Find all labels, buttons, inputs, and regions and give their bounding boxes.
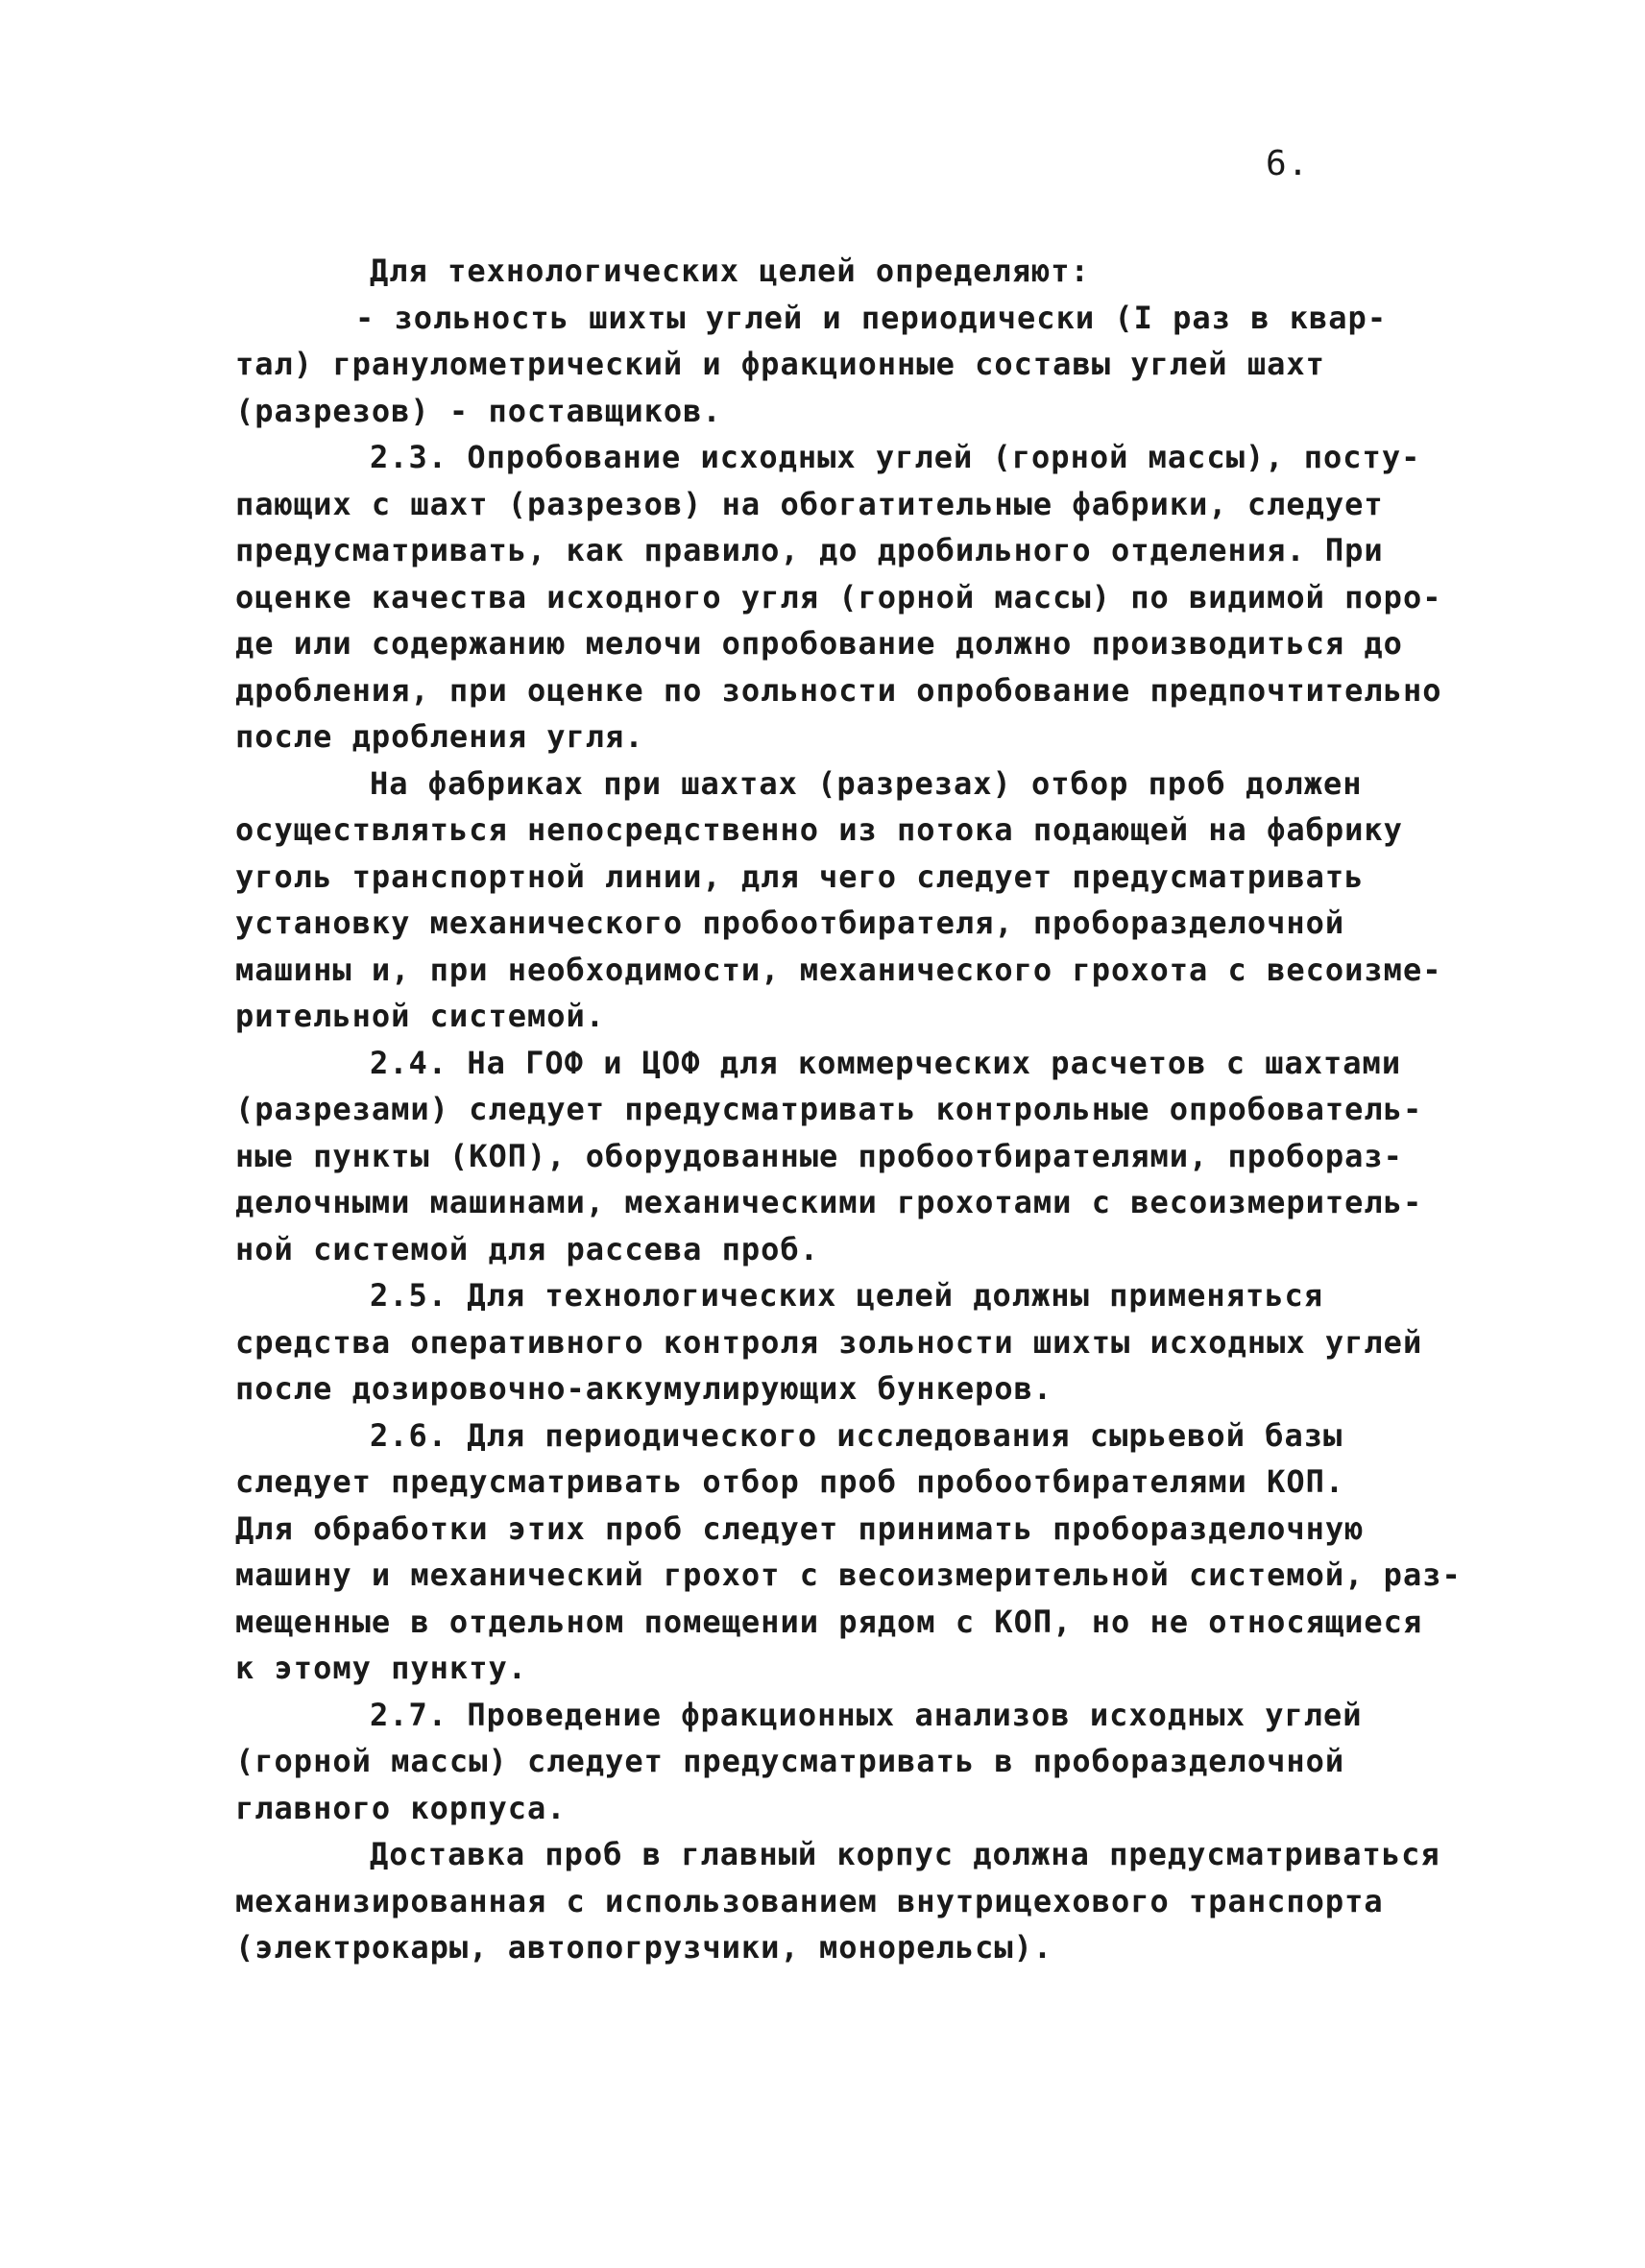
text-line: Для обработки этих проб следует принимать проборазделочную <box>235 1509 1365 1547</box>
text-line: пающих с шахт (разрезов) на обогатительные фабрики, следует <box>235 485 1384 522</box>
text-line: (разрезами) следует предусматривать контрольные опробователь- <box>235 1091 1423 1127</box>
text-line: тал) гранулометрический и фракционные составы углей шахт <box>235 346 1325 382</box>
text-line: Для технологических целей определяют: <box>370 253 1090 289</box>
text-line: На фабриках при шахтах (разрезах) отбор проб должен <box>370 764 1363 802</box>
text-line: - зольность шихты углей и периодически (I раз в квар- <box>355 299 1388 336</box>
text-line: делочными машинами, механическими грохотами с весоизмеритель- <box>235 1184 1423 1220</box>
text-line: ные пункты (КОП), оборудованные пробоотбирателями, проборaз- <box>235 1137 1403 1174</box>
text-line: осуществляться непосредственно из потока подающей на фабрику <box>235 811 1403 848</box>
text-line: 2.4. На ГОФ и ЦОФ для коммерческих расчетов с шахтами <box>370 1044 1402 1081</box>
text-line: де или содержанию мелочи опробование должно производиться до <box>235 625 1403 662</box>
text-line: 2.5. Для технологических целей должны применяться <box>370 1277 1324 1314</box>
text-line: установку механического пробоотбирателя, проборазделочной <box>235 905 1345 941</box>
page-number: 6. <box>1266 144 1310 183</box>
text-line: мещенные в отдельном помещении рядом с КОП, но не относящиеся <box>235 1603 1423 1640</box>
text-line: рительной системой. <box>235 998 606 1034</box>
text-line: после дозировочно-аккумулирующих бункеров. <box>235 1370 1053 1407</box>
text-line: ной системой для рассева проб. <box>235 1230 819 1267</box>
text-line: машину и механический грохот с весоизмерительной системой, раз- <box>235 1556 1462 1593</box>
text-line: средства оперативного контроля зольности шихты исходных углей <box>235 1323 1423 1361</box>
text-line: главного корпуса. <box>235 1789 567 1826</box>
text-line: (горной массы) следует предусматривать в проборазделочной <box>235 1743 1345 1779</box>
text-line: после дробления угля. <box>235 718 644 755</box>
text-line: механизированная с использованием внутрицехового транспорта <box>235 1882 1384 1919</box>
text-line: следует предусматривать отбор проб пробоотбирателями КОП. <box>235 1463 1345 1500</box>
text-line: 2.7. Проведение фракционных анализов исходных углей <box>370 1696 1363 1733</box>
text-line: Доставка проб в главный корпус должна предусматриваться <box>370 1836 1440 1872</box>
text-line: дробления, при оценке по зольности опробование предпочтительно <box>235 671 1442 709</box>
text-line: (разрезов) - поставщиков. <box>235 392 722 429</box>
text-line: машины и, при необходимости, механического грохота с весоизме- <box>235 951 1442 988</box>
text-line: предусматривать, как правило, до дробильного отделения. При <box>235 532 1384 568</box>
text-line: 2.6. Для периодического исследования сырьевой базы <box>370 1416 1343 1454</box>
text-line: уголь транспортной линии, для чего следует предусматривать <box>235 857 1365 895</box>
body-text <box>235 248 1462 1971</box>
text-line: к этому пункту. <box>235 1650 527 1686</box>
text-line: оценке качества исходного угля (горной массы) по видимой поро- <box>235 578 1442 615</box>
text-line: 2.3. Опробование исходных углей (горной массы), посту- <box>370 439 1421 475</box>
text-line: (электрокары, автопогрузчики, монорельсы). <box>235 1929 1053 1966</box>
